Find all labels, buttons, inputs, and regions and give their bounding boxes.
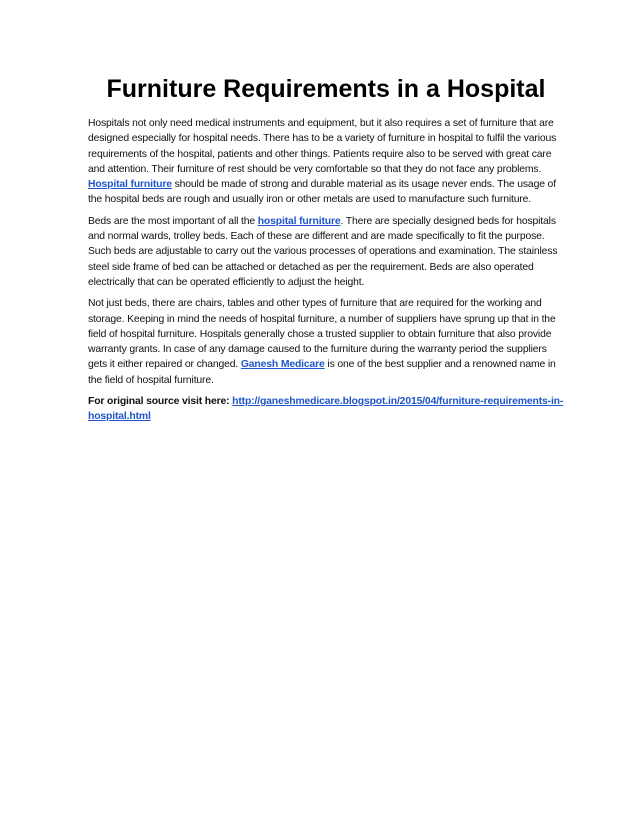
paragraph-1 [88,116,564,208]
source-url-link[interactable]: http://ganeshmedicare.blogspot.in/2015/04/furniture-requirements-in-hospital.html [88,396,564,423]
paragraph-2-text-a: Beds are the most important of all the [88,215,258,227]
ganesh-medicare-link[interactable]: Ganesh Medicare [240,359,325,371]
paragraph-1-text-a: Hospitals not only need medical instruments and equipment, but it also requires a set of furniture that are designed especially for hospital needs. There has to be a variety of furniture in hospital to fulfil the various requirements of the hospital, patients and other things. Patients require also to be served with great care and attention. Their furniture of rest should be very comfortable so that they do not face any problems. [88,118,557,175]
paragraph-3 [88,296,564,388]
paragraph-3-text-a: Not just beds, there are chairs, tables and other types of furniture that are required for the working and storage. Keeping in mind the needs of hospital furniture, a number of suppliers have sprung up that in the field of hospital furniture. Hospitals generally chose a trusted supplier to obtain furniture that also provide warranty grants. In case of any damage caused to the furniture during the warranty period the suppliers gets it either repaired or changed. [88,298,556,371]
document-title: Furniture Requirements in a Hospital [106,75,546,103]
paragraph-3-text-b: is one of the best supplier and a renowned name in the field of hospital furniture. [88,359,556,386]
paragraph-1-text-b: should be made of strong and durable material as its usage never ends. The usage of the hospital beds are rough and usually iron or other metals are used to manufacture such furniture. [88,179,556,206]
document-content [88,74,564,425]
paragraph-2-text-b: . There are specially designed beds for hospitals and normal wards, trolley beds. Each of these are different and are made specifically to fit the purpose. Such beds are adjustable to carry out the various processes of operations and examination. The stainless steel side frame of bed can be attached or detached as per the requirement. Beds are also operated electrically that can be operated efficiently to adjust the height. [88,215,558,288]
source-line [88,394,564,425]
paragraph-2 [88,214,564,290]
source-label: For original source visit here: [88,396,233,408]
hospital-furniture-link-1[interactable]: Hospital furniture [88,179,172,191]
hospital-furniture-link-2[interactable]: hospital furniture [257,215,341,227]
